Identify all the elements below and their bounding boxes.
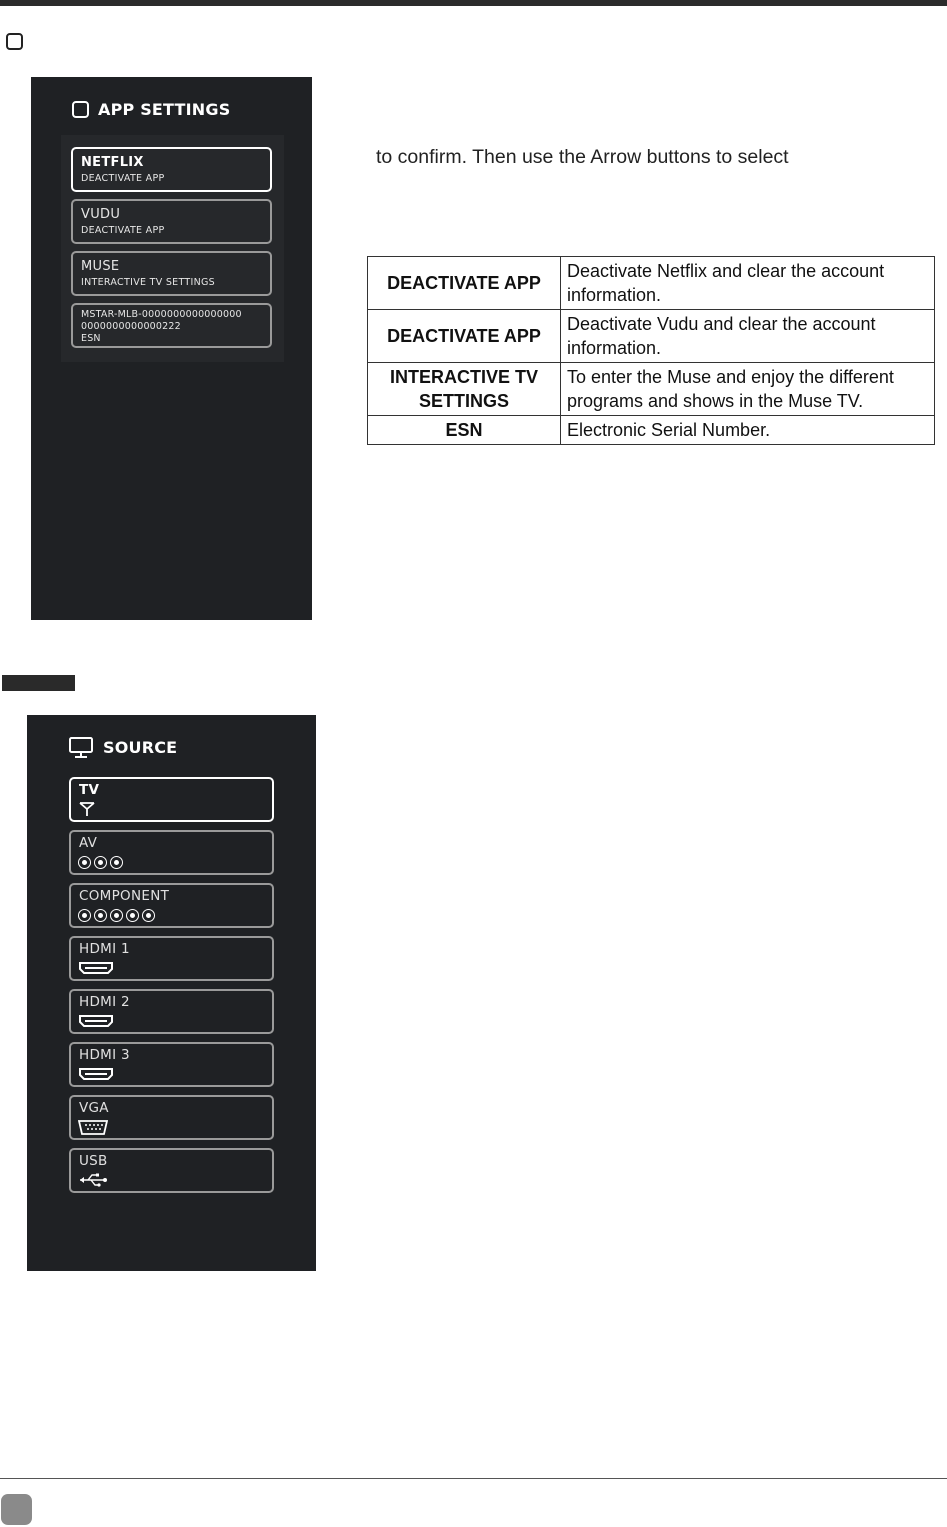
source-item-vga[interactable] [69,1095,274,1140]
antenna-icon [78,800,96,818]
source-item-component[interactable] [69,883,274,928]
muse-menu-item[interactable] [71,251,272,296]
hdmi-icon [78,1012,114,1030]
table-desc: Deactivate Vudu and clear the account information. [561,310,935,363]
hdmi-icon [78,959,114,977]
esn-line-3: ESN [81,333,101,344]
source-item-hdmi1[interactable] [69,936,274,981]
app-settings-heading [72,100,230,119]
source-item-av[interactable] [69,830,274,875]
table-row [368,257,935,310]
source-heading [69,737,177,758]
source-title: SOURCE [103,738,178,757]
esn-text [81,309,242,345]
source-label: HDMI 3 [79,1047,130,1063]
vudu-menu-item[interactable] [71,199,272,244]
table-term: DEACTIVATE APP [368,310,561,363]
monitor-icon [69,737,93,758]
table-desc: To enter the Muse and enjoy the different programs and shows in the Muse TV. [561,363,935,416]
table-term: DEACTIVATE APP [368,257,561,310]
rca-jack-icon [94,909,107,922]
table-term: ESN [368,416,561,445]
netflix-title: NETFLIX [81,155,144,170]
source-item-hdmi3[interactable] [69,1042,274,1087]
hdmi-icon [78,1065,114,1083]
app-settings-table [367,256,935,445]
rca-jack-icon [110,856,123,869]
rca-3-icon [78,853,126,871]
source-label: HDMI 1 [79,941,130,957]
source-label: COMPONENT [79,888,170,904]
section-square-icon [6,33,23,50]
app-settings-title: APP SETTINGS [98,100,231,119]
source-screen [27,715,316,1271]
source-label: TV [79,782,100,798]
source-item-hdmi2[interactable] [69,989,274,1034]
muse-title: MUSE [81,259,120,274]
esn-line-2: 0000000000000222 [81,321,181,332]
usb-icon [78,1171,108,1189]
source-label: VGA [79,1100,109,1116]
esn-line-1: MSTAR-MLB-0000000000000000 [81,309,242,320]
footer-rule [0,1478,947,1479]
table-row [368,416,935,445]
rca-jack-icon [78,856,91,869]
app-settings-icon [72,101,89,118]
table-desc: Electronic Serial Number. [561,416,935,445]
instruction-text: to confirm. Then use the Arrow buttons to select [376,146,789,168]
source-label: USB [79,1153,108,1169]
page-number-badge [1,1494,32,1525]
vudu-title: VUDU [81,207,121,222]
netflix-menu-item[interactable] [71,147,272,192]
table-term: INTERACTIVE TV SETTINGS [368,363,561,416]
table-row [368,363,935,416]
app-settings-screen [31,77,312,620]
top-rule [0,0,947,6]
table-desc: Deactivate Netflix and clear the account information. [561,257,935,310]
rca-jack-icon [142,909,155,922]
table-row [368,310,935,363]
vudu-subtitle: DEACTIVATE APP [81,225,165,236]
rca-5-icon [78,906,158,924]
source-label: HDMI 2 [79,994,130,1010]
vga-icon [78,1118,108,1136]
source-item-tv[interactable] [69,777,274,822]
rca-jack-icon [78,909,91,922]
rca-jack-icon [94,856,107,869]
source-item-usb[interactable] [69,1148,274,1193]
source-label: AV [79,835,98,851]
section-tab-marker [2,675,75,691]
rca-jack-icon [110,909,123,922]
netflix-subtitle: DEACTIVATE APP [81,173,165,184]
rca-jack-icon [126,909,139,922]
esn-menu-item[interactable] [71,303,272,348]
muse-subtitle: INTERACTIVE TV SETTINGS [81,277,216,288]
